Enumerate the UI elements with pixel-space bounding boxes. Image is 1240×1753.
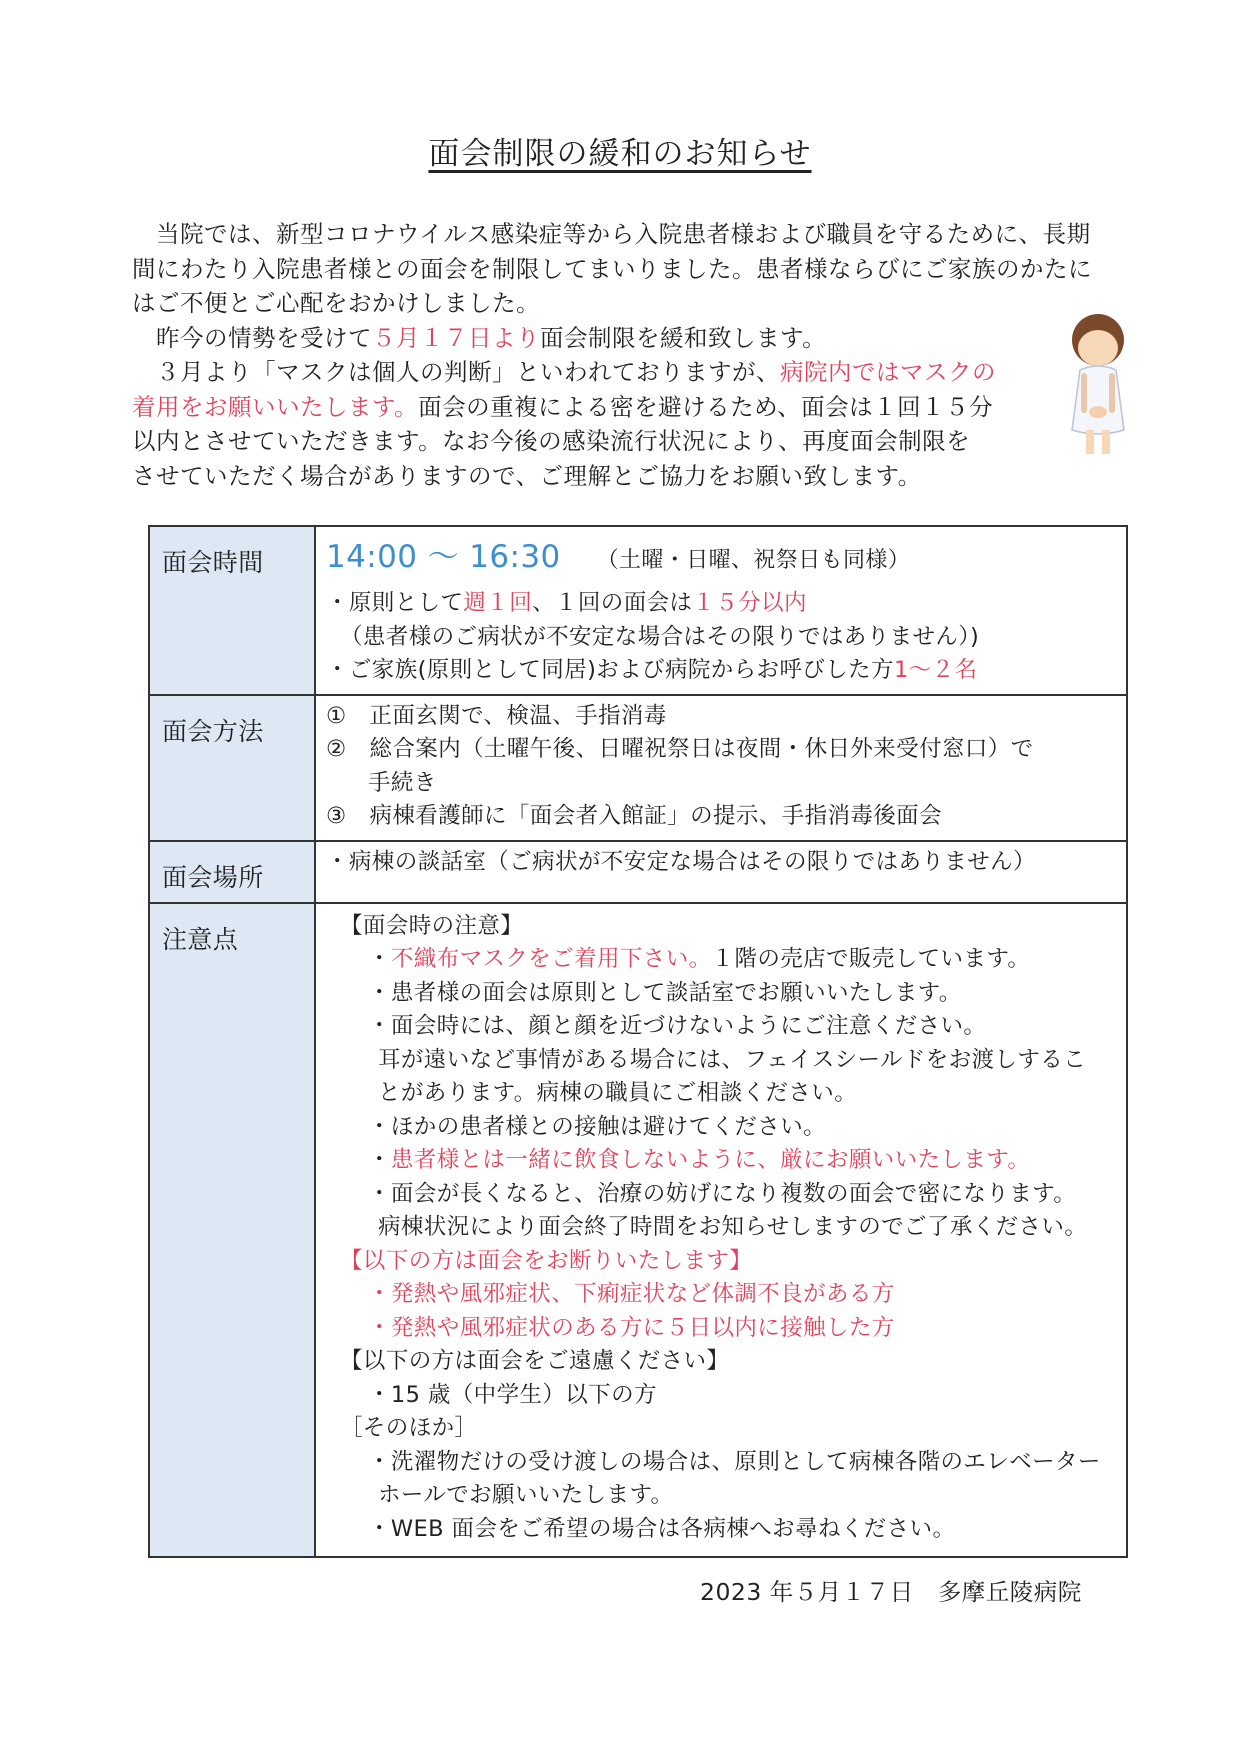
intro-line: させていただく場合がありますので、ご理解とご協力をお願い致します。 xyxy=(132,461,922,490)
place-line: ・病棟の談話室（ご病状が不安定な場合はその限りではありません） xyxy=(326,848,1036,875)
refusal-line: ・発熱や風邪症状のある方に５日以内に接触した方 xyxy=(368,1314,895,1341)
notes-line: とがあります。病棟の職員にご相談ください。 xyxy=(378,1080,858,1106)
notes-text: １階の売店で販売しています。 xyxy=(711,946,1031,972)
row-label: 面会時間 xyxy=(149,526,315,695)
other-line: ・WEB 面会をご希望の場合は各病棟へお尋ねください。 xyxy=(368,1515,956,1542)
intro-text: ３月より「マスクは個人の判断」といわれておりますが、 xyxy=(132,358,780,386)
row-label: 面会方法 xyxy=(149,695,315,841)
step-line: ① 正面玄関で、検温、手指消毒 xyxy=(326,702,667,729)
rule-highlight: 1～２名 xyxy=(893,657,978,683)
notes-line xyxy=(326,943,1126,977)
step-line: 手続き xyxy=(368,769,437,796)
notes-text: ・ xyxy=(368,946,391,972)
refrain-heading: 【以下の方は面会をご遠慮ください】 xyxy=(340,1348,730,1374)
intro-text: 面会制限を緩和致します。 xyxy=(540,323,827,352)
intro-line: 当院では、新型コロナウイルス感染症等から入院患者様および職員を守るために、長期 xyxy=(132,220,1091,248)
visiting-hours-note: （土曜・日曜、祝祭日も同様） xyxy=(596,548,911,573)
table-row-visiting-hours xyxy=(149,526,1127,695)
intro-text: 面会の重複による密を避けるため、面会は１回１５分 xyxy=(418,392,994,421)
notes-line: 病棟状況により面会終了時間をお知らせしますのでご了承ください。 xyxy=(378,1214,1088,1240)
intro-line xyxy=(132,390,1114,425)
intro-line xyxy=(132,355,1114,390)
notes-highlight: 患者様とは一緒に飲食しないように、厳にお願いいたします。 xyxy=(390,1147,1031,1173)
table-row-visiting-method xyxy=(149,695,1127,841)
notes-heading: 【面会時の注意】 xyxy=(340,912,524,939)
table-row-notes xyxy=(149,903,1127,1558)
other-heading: ［そのほか］ xyxy=(340,1415,478,1441)
notes-line: 耳が遠いなど事情がある場合には、フェイスシールドをお渡しするこ xyxy=(378,1046,1087,1073)
page-title: 面会制限の緩和のお知らせ xyxy=(428,136,812,172)
intro-line: 間にわたり入院患者様との面会を制限してまいりました。患者様ならびにご家族のかたに xyxy=(132,254,1092,283)
intro-text: 昨今の情勢を受けて xyxy=(132,323,372,352)
rule-text: ・原則として xyxy=(326,590,464,616)
notes-line: ・患者様の面会は原則として談話室でお願いいたします。 xyxy=(368,979,962,1006)
notes-highlight: 不織布マスクをご着用下さい。 xyxy=(390,946,712,972)
visiting-hours-content xyxy=(315,526,1127,695)
notes-text: ・ xyxy=(368,1147,391,1173)
rule-line xyxy=(326,587,1126,621)
notes-content xyxy=(315,903,1127,1558)
step-line: ② 総合案内（土曜午後、日曜祝祭日は夜間・休日外来受付窓口）で xyxy=(326,736,1034,762)
intro-paragraph xyxy=(132,217,1114,493)
intro-line: はご不便とご心配をおかけしました。 xyxy=(132,289,540,317)
rule-line xyxy=(326,654,1126,688)
visiting-hours-line xyxy=(326,531,1126,587)
rule-line: （患者様のご病状が不安定な場合はその限りではありません）) xyxy=(340,623,980,650)
visiting-place-content xyxy=(315,841,1127,903)
refusal-heading: 【以下の方は面会をお断りいたします】 xyxy=(340,1247,753,1274)
visiting-hours: 14:00 ～ 16:30 xyxy=(326,539,561,575)
intro-line: 以内とさせていただきます。なお今後の感染流行状況により、再度面会制限を xyxy=(132,427,971,455)
step-line: ③ 病棟看護師に「面会者入館証」の提示、手指消毒後面会 xyxy=(326,803,942,829)
row-label: 面会場所 xyxy=(149,841,315,903)
notes-line: ・面会時には、顔と顔を近づけないようにご注意ください。 xyxy=(368,1013,987,1039)
rule-text: 、１回の面会は xyxy=(532,590,693,616)
other-line: ・洗濯物だけの受け渡しの場合は、原則として病棟各階のエレベーター xyxy=(368,1448,1101,1475)
notes-line: ・ほかの患者様との接触は避けてください。 xyxy=(368,1113,827,1140)
refusal-line: ・発熱や風邪症状、下痢症状など体調不良がある方 xyxy=(368,1281,895,1307)
rule-highlight: 週１回 xyxy=(463,590,533,616)
rule-text: ・ご家族(原則として同居)および病院からお呼びした方 xyxy=(326,657,894,683)
visiting-method-content xyxy=(315,695,1127,841)
notes-line: ・面会が長くなると、治療の妨げになり複数の面会で密になります。 xyxy=(368,1180,1077,1207)
date-highlight: ５月１７日より xyxy=(372,323,540,352)
notice-title xyxy=(0,128,1240,173)
intro-line xyxy=(132,321,1114,356)
mask-highlight: 病院内ではマスクの xyxy=(780,358,996,386)
rule-highlight: １５分以内 xyxy=(692,590,807,616)
notes-line xyxy=(326,1144,1126,1178)
date-and-hospital: 2023 年５月１７日 多摩丘陵病院 xyxy=(700,1578,1082,1606)
visiting-info-table xyxy=(148,525,1128,1558)
refrain-line: ・15 歳（中学生）以下の方 xyxy=(368,1381,657,1408)
mask-highlight: 着用をお願いいたします。 xyxy=(132,392,419,421)
other-line: ホールでお願いいたします。 xyxy=(378,1482,674,1508)
nurse-bowing-illustration xyxy=(1058,310,1138,460)
row-label: 注意点 xyxy=(149,903,315,1558)
table-row-visiting-place xyxy=(149,841,1127,903)
